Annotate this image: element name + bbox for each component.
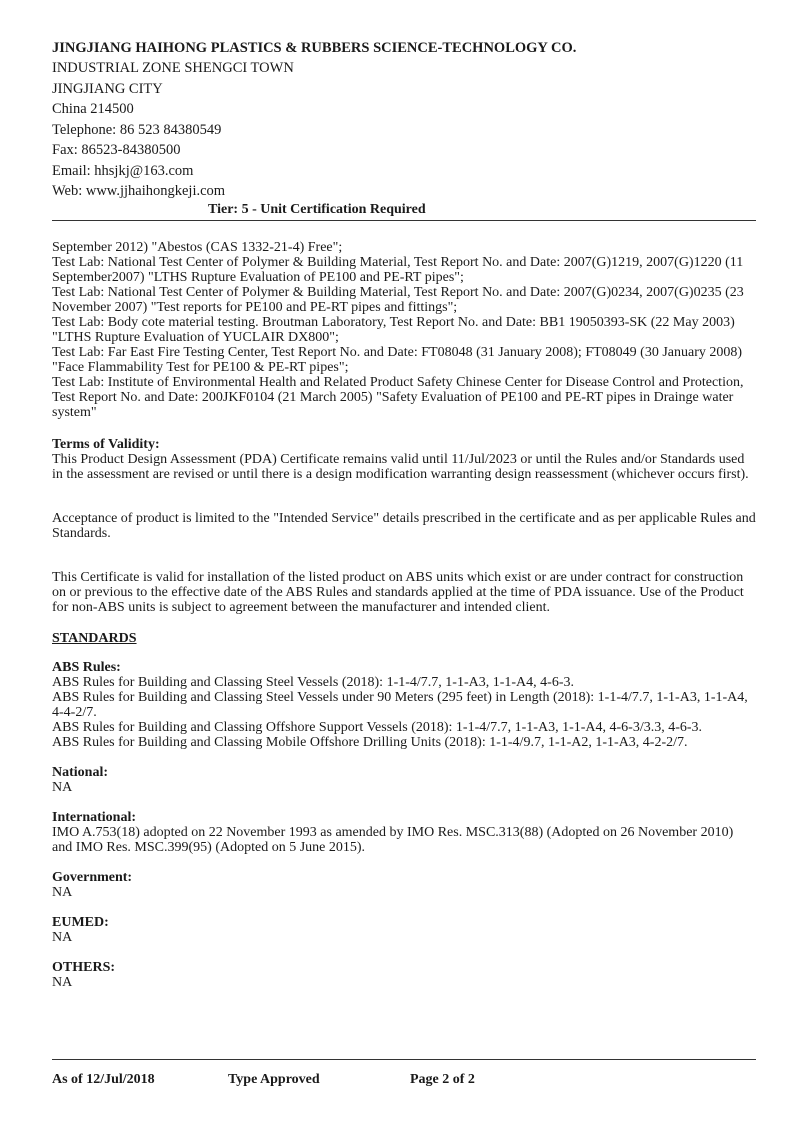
web-line: Web: www.jjhaihongkeji.com <box>52 183 226 199</box>
international-text: IMO A.753(18) adopted on 22 November 1993 as amended by IMO Res. MSC.313(88) (Adopted on 26 November 2010) and IMO Res. MSC.399(95) (Adopted on 5 June 2015). <box>52 825 734 855</box>
government-heading: Government: <box>52 870 133 885</box>
abs-rules-heading: ABS Rules: <box>52 660 121 675</box>
header-divider <box>52 220 756 221</box>
national-text: NA <box>52 780 73 795</box>
address-line: JINGJIANG CITY <box>52 80 163 97</box>
standards-heading: STANDARDS <box>52 631 137 646</box>
eumed-text: NA <box>52 930 73 945</box>
abs-rule-item: ABS Rules for Building and Classing Steel Vessels (2018): 1-1-4/7.7, 1-1-A3, 1-1-A4, 4-6-3. <box>52 675 574 690</box>
fax-line: Fax: 86523-84380500 <box>52 142 181 158</box>
eumed-heading: EUMED: <box>52 915 109 930</box>
abs-rule-item: ABS Rules for Building and Classing Offshore Support Vessels (2018): 1-1-4/7.7, 1-1-A3, 1-1-A4, 4-6-3/3.3, 4-6-3. <box>52 720 703 735</box>
address-line: INDUSTRIAL ZONE SHENGCI TOWN <box>52 60 294 76</box>
footer-as-of-date: As of 12/Jul/2018 <box>52 1072 155 1087</box>
company-name: JINGJIANG HAIHONG PLASTICS & RUBBERS SCIENCE-TECHNOLOGY CO. <box>52 40 577 56</box>
company-header <box>52 38 752 202</box>
test-reports-text: September 2012) "Abestos (CAS 1332-21-4) Free"; Test Lab: National Test Center of Polymer & Building Material, Test Report No. and Date: 2007(G)1219, 2007(G)1220 (11 September2007) "LTHS Rupture Evaluation of PE100 and PE-RT pipes"; Test Lab: National Test Center of Polymer & Building Material, Test Report No. and Date: 2007(G)0234, 2007(G)0235 (23 November 2007) "Test reports for PE100 and PE-RT pipes and fittings"; Test Lab: Body cote material testing. Broutman Laboratory, Test Report No. and Date: BB1 19050393-SK (22 May 2003) "LTHS Rupture Evaluation of YUCLAIR DX800"; Test Lab: Far East Fire Testing Center, Test Report No. and Date: FT08048 (31 January 2008); FT08049 (30 January 2008) "Face Flammability Test for PE100 & PE-RT pipes"; Test Lab: Institute of Environmental Health and Related Product Safety Chinese Center for Disease Control and Protection, Test Report No. and Date: 200JKF0104 (21 March 2005) "Safety Evaluation of PE100 and PE-RT pipes in Drainge water system" <box>52 240 744 420</box>
address-line: China 214500 <box>52 101 134 117</box>
acceptance-text: Acceptance of product is limited to the "Intended Service" details prescribed in the certificate and as per applicable Rules and Standards. <box>52 511 756 541</box>
footer-page-number: Page 2 of 2 <box>410 1072 475 1087</box>
national-heading: National: <box>52 765 108 780</box>
footer-divider <box>52 1059 756 1060</box>
installation-text: This Certificate is valid for installation of the listed product on ABS units which exist or are under contract for construction on or previous to the effective date of the ABS Rules and standards applied at the time of PDA issuance. Use of the Product for non-ABS units is subject to agreement between the manufacturer and intended client. <box>52 570 744 615</box>
abs-rule-item: ABS Rules for Building and Classing Mobile Offshore Drilling Units (2018): 1-1-4/9.7, 1-1-A2, 1-1-A3, 4-2-2/7. <box>52 735 688 750</box>
validity-heading: Terms of Validity: <box>52 437 160 452</box>
government-text: NA <box>52 885 73 900</box>
footer-status: Type Approved <box>228 1072 320 1087</box>
telephone-line: Telephone: 86 523 84380549 <box>52 121 222 138</box>
others-text: NA <box>52 975 73 990</box>
tier-label: Tier: 5 - Unit Certification Required <box>208 202 426 217</box>
international-heading: International: <box>52 810 136 825</box>
certificate-body <box>52 240 756 990</box>
company-address <box>52 58 752 202</box>
validity-text: This Product Design Assessment (PDA) Certificate remains valid until 11/Jul/2023 or until the Rules and/or Standards used in the assessment are revised or until there is a design modification warranting design reassessment (whichever occurs first). <box>52 452 749 482</box>
abs-rule-item: ABS Rules for Building and Classing Steel Vessels under 90 Meters (295 feet) in Length (2018): 1-1-4/7.7, 1-1-A3, 1-1-A4, 4-4-2/7. <box>52 690 748 720</box>
others-heading: OTHERS: <box>52 960 116 975</box>
email-line: Email: hhsjkj@163.com <box>52 162 194 179</box>
